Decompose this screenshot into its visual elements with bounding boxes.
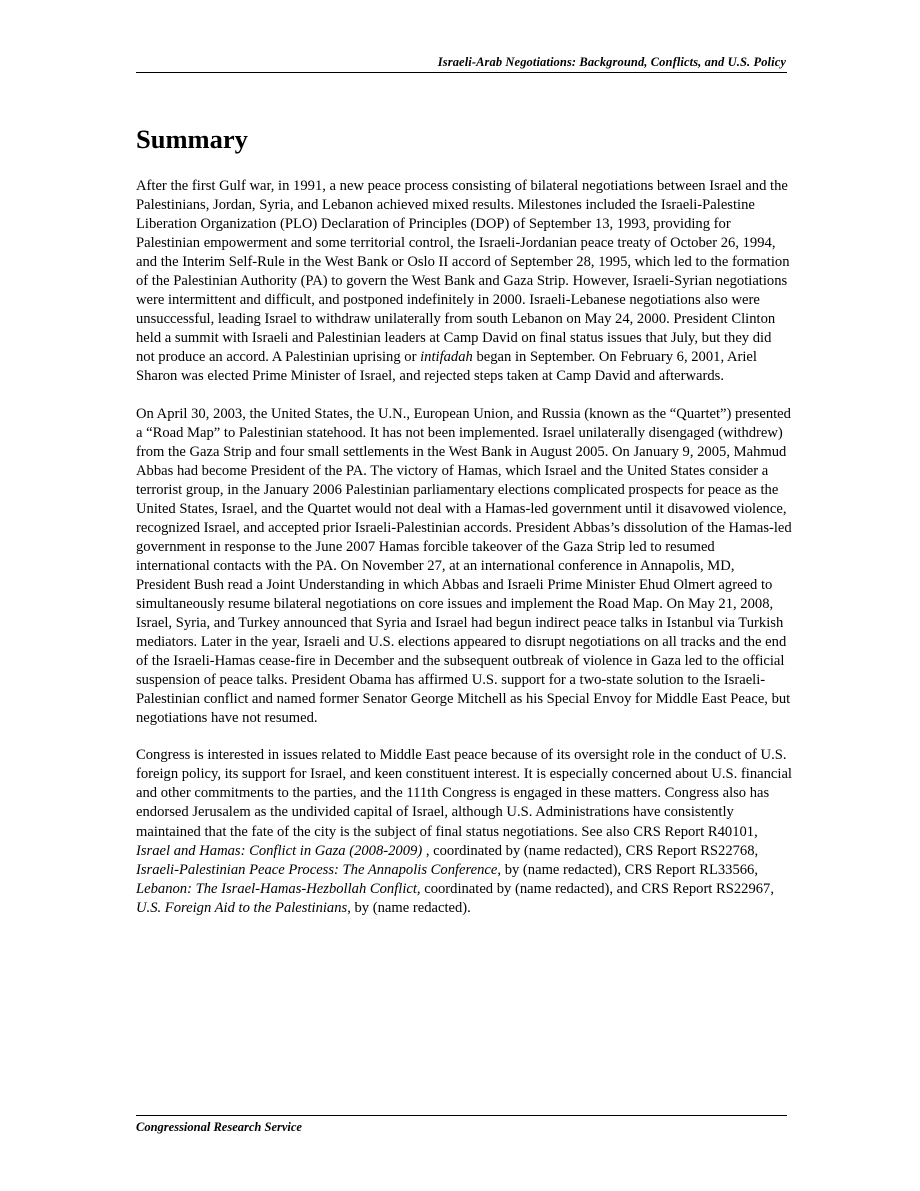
section-title: Summary [136, 124, 248, 154]
paragraph-1 [136, 177, 792, 387]
intifadah-term: intifadah [420, 349, 473, 366]
paragraph-3 [136, 746, 792, 917]
footer-text: Congressional Research Service [136, 1120, 302, 1134]
paragraph-1-text-b: began in September. On February 6, 2001, Ariel Sharon was elected Prime Minister of Israel, and rejected steps taken at Camp David and afterwards. [136, 349, 757, 385]
report-title-foreign-aid: U.S. Foreign Aid to the Palestinians [136, 899, 348, 916]
summary-body [136, 177, 792, 936]
footer-rule [136, 1115, 787, 1116]
paragraph-3-text-b: , coordinated by (name redacted), CRS Report RS22768, [422, 842, 759, 859]
running-header: Israeli-Arab Negotiations: Background, Conflicts, and U.S. Policy [437, 55, 786, 69]
report-title-annapolis: Israeli-Palestinian Peace Process: The Annapolis Conference [136, 861, 498, 878]
report-title-lebanon: Lebanon: The Israel-Hamas-Hezbollah Conflict [136, 880, 417, 897]
header-rule [136, 72, 787, 73]
paragraph-3-text-c: , by (name redacted), CRS Report RL33566, [497, 861, 758, 878]
paragraph-3-text-d: , coordinated by (name redacted), and CRS Report RS22967, [416, 880, 774, 897]
paragraph-3-text-a: Congress is interested in issues related to Middle East peace because of its oversight role in the conduct of U.S. foreign policy, its support for Israel, and keen constituent interest. It is especially concerned about U.S. financial and other commitments to the parties, and the 111th Congress is engaged in these matters. Congress also has endorsed Jerusalem as the undivided capital of Israel, although U.S. Administrations have consistently maintained that the fate of the city is the subject of final status negotiations. See also CRS Report R40101, [136, 747, 792, 840]
paragraph-3-text-e: , by (name redacted). [347, 899, 471, 916]
paragraph-2: On April 30, 2003, the United States, the U.N., European Union, and Russia (known as the “Quartet”) presented a “Road Map” to Palestinian statehood. It has not been implemented. Israel unilaterally disengaged (withdrew) from the Gaza Strip and four small settlements in the West Bank in August 2005. On January 9, 2005, Mahmud Abbas had become President of the PA. The victory of Hamas, which Israel and the United States consider a terrorist group, in the January 2006 Palestinian parliamentary elections complicated prospects for peace as the United States, Israel, and the Quartet would not deal with a Hamas-led government until it disavowed violence, recognized Israel, and accepted prior Israeli-Palestinian accords. President Abbas’s dissolution of the Hamas-led government in response to the June 2007 Hamas forcible takeover of the Gaza Strip led to resumed international contacts with the PA. On November 27, at an international conference in Annapolis, MD, President Bush read a Joint Understanding in which Abbas and Israeli Prime Minister Ehud Olmert agreed to simultaneously resume bilateral negotiations on core issues and implement the Road Map. On May 21, 2008, Israel, Syria, and Turkey announced that Syria and Israel had begun indirect peace talks in Istanbul via Turkish mediators. Later in the year, Israeli and U.S. elections appeared to disrupt negotiations on all tracks and the end of the Israeli-Hamas cease-fire in December and the subsequent outbreak of violence in Gaza led to the official suspension of peace talks. President Obama has affirmed U.S. support for a two-state solution to the Israeli-Palestinian conflict and named former Senator George Mitchell as his Special Envoy for Middle East Peace, but negotiations have not resumed. [136, 405, 792, 727]
paragraph-1-text-a: After the first Gulf war, in 1991, a new peace process consisting of bilateral negotiations between Israel and the Palestinians, Jordan, Syria, and Lebanon achieved mixed results. Milestones included the Israeli-Palestine Liberation Organization (PLO) Declaration of Principles (DOP) of September 13, 1993, providing for Palestinian empowerment and some territorial control, the Israeli-Jordanian peace treaty of October 26, 1994, and the Interim Self-Rule in the West Bank or Oslo II accord of September 28, 1995, which led to the formation of the Palestinian Authority (PA) to govern the West Bank and Gaza Strip. However, Israeli-Syrian negotiations were intermittent and difficult, and postponed indefinitely in 2000. Israeli-Lebanese negotiations also were unsuccessful, leading Israel to withdraw unilaterally from south Lebanon on May 24, 2000. President Clinton held a summit with Israeli and Palestinian leaders at Camp David on final status issues that July, but they did not produce an accord. A Palestinian uprising or [136, 178, 790, 366]
report-title-israel-hamas: Israel and Hamas: Conflict in Gaza (2008-2009) [136, 842, 423, 859]
